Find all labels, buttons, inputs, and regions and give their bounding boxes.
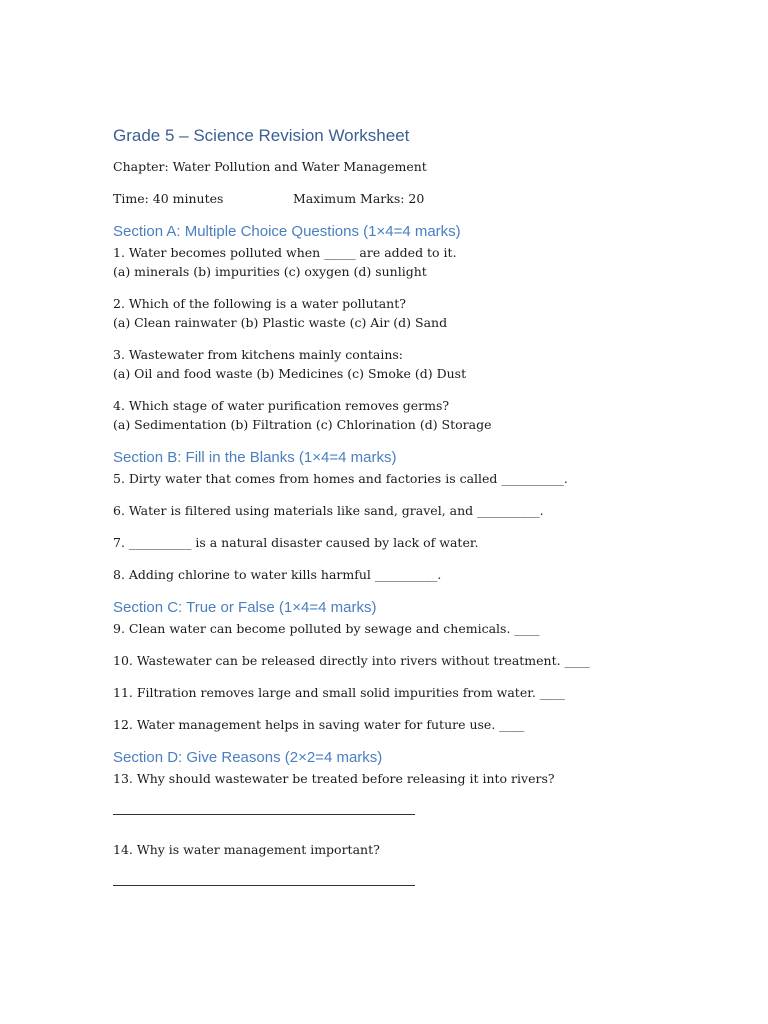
question-text: 10. Wastewater can be released directly into rivers without treatment. ____ (113, 653, 590, 668)
worksheet-title: Grade 5 – Science Revision Worksheet (113, 126, 410, 145)
mcq-question (113, 345, 713, 383)
answer-line (113, 813, 415, 815)
max-marks-label: Maximum Marks: 20 (293, 191, 425, 206)
true-false-question (113, 619, 713, 638)
question-text: 12. Water management helps in saving water for future use. ____ (113, 717, 525, 732)
section-d-heading: Section D: Give Reasons (2×2=4 marks) (113, 749, 383, 766)
section-a-heading: Section A: Multiple Choice Questions (1×4=4 marks) (113, 223, 461, 240)
section-b-questions (113, 469, 713, 584)
question-text: 13. Why should wastewater be treated before releasing it into rivers? (113, 771, 555, 786)
answer-line (113, 884, 415, 886)
section-d-questions (113, 769, 713, 886)
question-text: 4. Which stage of water purification removes germs? (113, 398, 450, 413)
section-a-questions (113, 243, 713, 434)
true-false-question (113, 683, 713, 702)
question-text: 5. Dirty water that comes from homes and factories is called __________. (113, 471, 568, 486)
reason-question (113, 769, 713, 815)
question-text: 6. Water is filtered using materials like sand, gravel, and __________. (113, 503, 544, 518)
mcq-question (113, 294, 713, 332)
worksheet-page (113, 124, 713, 911)
question-text: 14. Why is water management important? (113, 842, 380, 857)
meta-row (113, 189, 713, 208)
fill-blank-question (113, 501, 713, 520)
true-false-question (113, 715, 713, 734)
question-text: 8. Adding chlorine to water kills harmful __________. (113, 567, 442, 582)
mcq-question (113, 243, 713, 281)
question-text: 9. Clean water can become polluted by sewage and chemicals. ____ (113, 621, 540, 636)
section-c-heading: Section C: True or False (1×4=4 marks) (113, 599, 377, 616)
question-text: 2. Which of the following is a water pollutant? (113, 296, 406, 311)
question-text: 11. Filtration removes large and small solid impurities from water. ____ (113, 685, 565, 700)
mcq-question (113, 396, 713, 434)
question-text: 7. __________ is a natural disaster caused by lack of water. (113, 535, 479, 550)
section-c-questions (113, 619, 713, 734)
reason-question (113, 840, 713, 886)
fill-blank-question (113, 565, 713, 584)
question-text: 1. Water becomes polluted when _____ are added to it. (113, 245, 457, 260)
question-options: (a) Sedimentation (b) Filtration (c) Chlorination (d) Storage (113, 417, 492, 432)
fill-blank-question (113, 469, 713, 488)
fill-blank-question (113, 533, 713, 552)
question-options: (a) minerals (b) impurities (c) oxygen (d) sunlight (113, 264, 427, 279)
question-options: (a) Oil and food waste (b) Medicines (c) Smoke (d) Dust (113, 366, 467, 381)
question-text: 3. Wastewater from kitchens mainly contains: (113, 347, 404, 362)
question-options: (a) Clean rainwater (b) Plastic waste (c) Air (d) Sand (113, 315, 448, 330)
section-b-heading: Section B: Fill in the Blanks (1×4=4 marks) (113, 449, 397, 466)
true-false-question (113, 651, 713, 670)
chapter-line: Chapter: Water Pollution and Water Management (113, 159, 427, 174)
time-label: Time: 40 minutes (113, 191, 224, 206)
